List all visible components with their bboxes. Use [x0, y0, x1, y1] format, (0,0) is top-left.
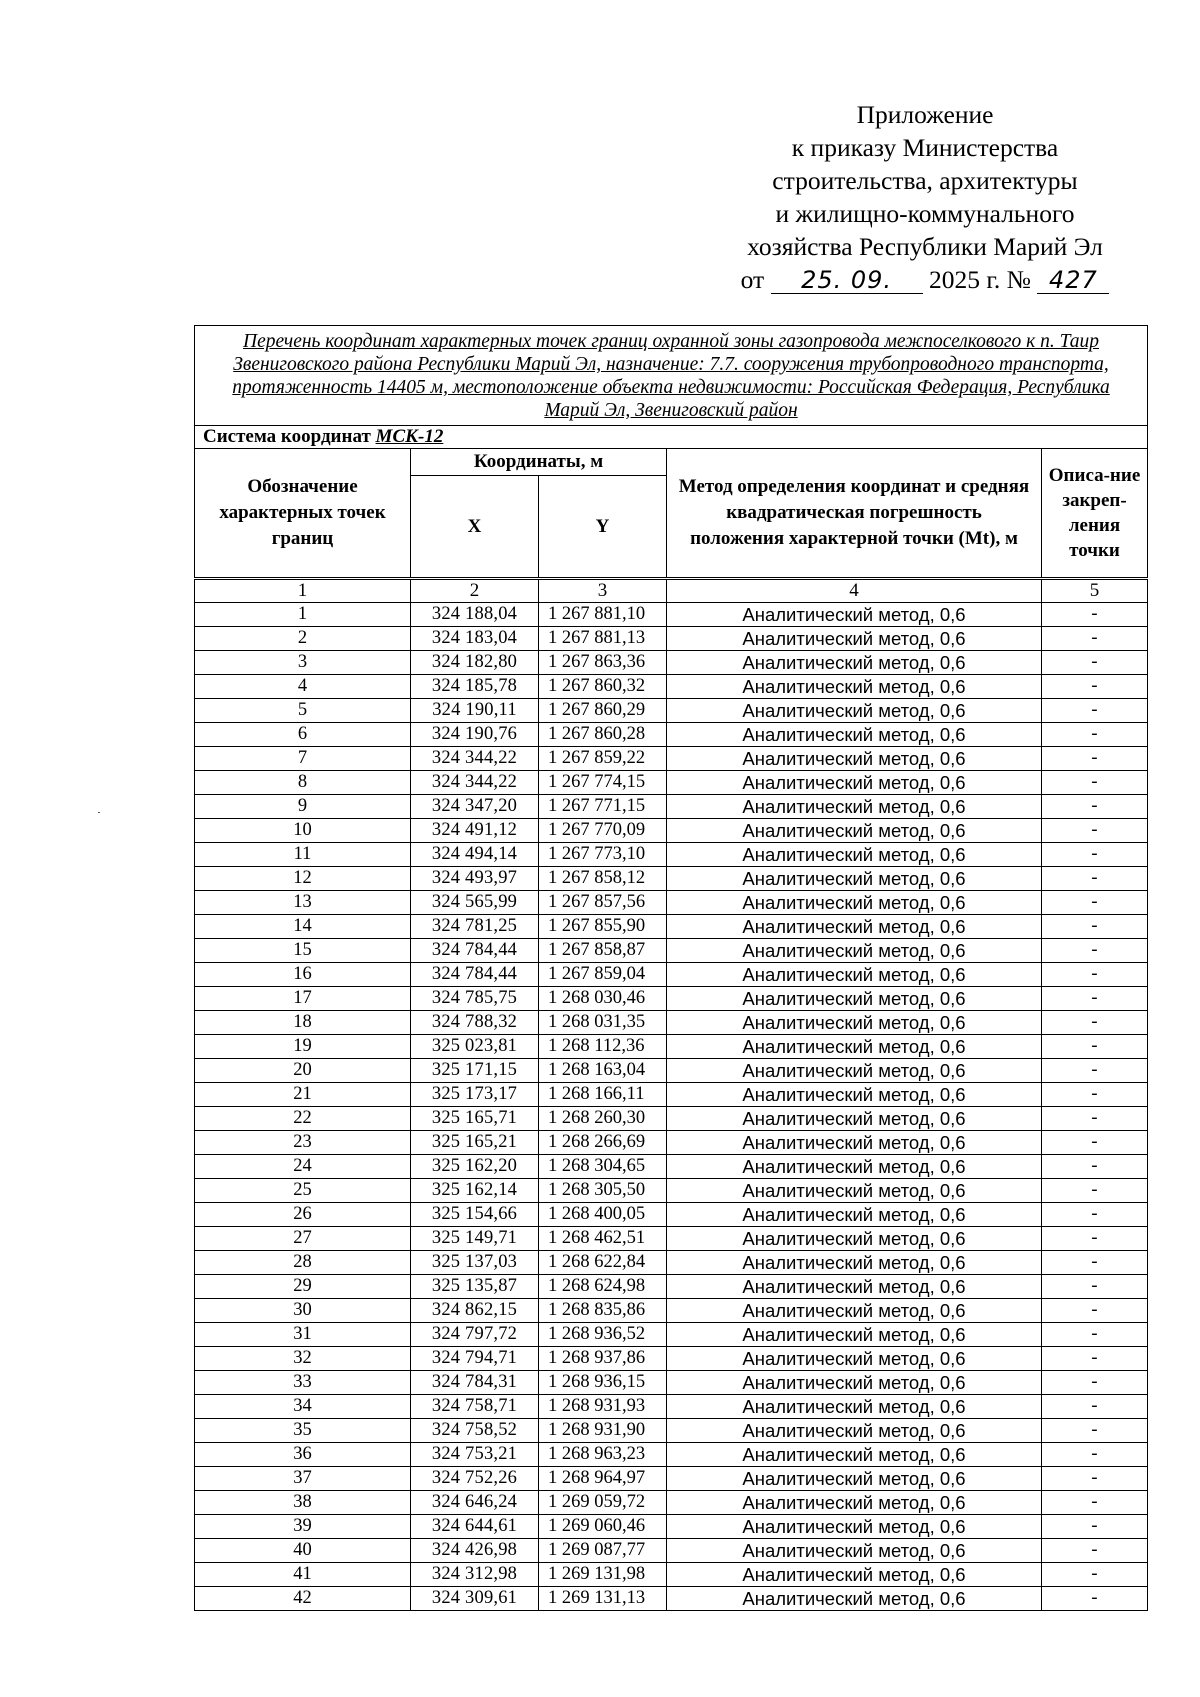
method-cell: Аналитический метод, 0,6: [667, 675, 1042, 699]
description-cell: -: [1042, 867, 1148, 891]
method-cell: Аналитический метод, 0,6: [667, 1347, 1042, 1371]
method-cell: Аналитический метод, 0,6: [667, 795, 1042, 819]
description-cell: -: [1042, 1587, 1148, 1611]
coord-x: 324 646,24: [411, 1491, 539, 1515]
header-line: Приложение: [856, 100, 994, 129]
coord-x: 324 753,21: [411, 1443, 539, 1467]
coordinates-table: [194, 325, 1148, 1611]
description-cell: -: [1042, 699, 1148, 723]
description-cell: -: [1042, 915, 1148, 939]
table-row: [195, 1323, 1148, 1347]
point-number: 23: [195, 1131, 411, 1155]
coord-x: 324 190,76: [411, 723, 539, 747]
coord-y: 1 269 059,72: [539, 1491, 667, 1515]
coord-x: 325 023,81: [411, 1035, 539, 1059]
point-number: 39: [195, 1515, 411, 1539]
table-row: [195, 699, 1148, 723]
header-y: Y: [539, 476, 667, 579]
table-row: [195, 1347, 1148, 1371]
coord-y: 1 269 131,98: [539, 1563, 667, 1587]
point-number: 21: [195, 1083, 411, 1107]
coord-x: 324 312,98: [411, 1563, 539, 1587]
coord-y: 1 267 774,15: [539, 771, 667, 795]
coord-x: 324 784,44: [411, 963, 539, 987]
method-cell: Аналитический метод, 0,6: [667, 1515, 1042, 1539]
coord-y: 1 267 860,29: [539, 699, 667, 723]
coord-x: 325 173,17: [411, 1083, 539, 1107]
point-number: 7: [195, 747, 411, 771]
column-number: 4: [667, 579, 1042, 603]
coord-y: 1 268 266,69: [539, 1131, 667, 1155]
coord-x: 324 347,20: [411, 795, 539, 819]
description-cell: -: [1042, 1467, 1148, 1491]
table-row: [195, 603, 1148, 627]
point-number: 18: [195, 1011, 411, 1035]
description-cell: -: [1042, 843, 1148, 867]
table-row: [195, 1251, 1148, 1275]
coord-y: 1 267 860,32: [539, 675, 667, 699]
coord-y: 1 267 881,13: [539, 627, 667, 651]
coord-x: 325 171,15: [411, 1059, 539, 1083]
appendix-header: [690, 98, 1160, 296]
point-number: 24: [195, 1155, 411, 1179]
point-number: 30: [195, 1299, 411, 1323]
coord-y: 1 268 400,05: [539, 1203, 667, 1227]
point-number: 4: [195, 675, 411, 699]
table-row: [195, 1155, 1148, 1179]
description-cell: -: [1042, 1035, 1148, 1059]
coord-x: 324 784,31: [411, 1371, 539, 1395]
table-row: [195, 795, 1148, 819]
description-cell: -: [1042, 939, 1148, 963]
description-cell: -: [1042, 1155, 1148, 1179]
point-number: 6: [195, 723, 411, 747]
header-point: Обозначение характерных точек границ: [195, 449, 411, 579]
table-row: [195, 987, 1148, 1011]
method-cell: Аналитический метод, 0,6: [667, 1491, 1042, 1515]
table-row: [195, 1467, 1148, 1491]
description-cell: -: [1042, 1059, 1148, 1083]
coordinate-system: [195, 426, 1148, 449]
coord-y: 1 268 304,65: [539, 1155, 667, 1179]
description-cell: -: [1042, 963, 1148, 987]
method-cell: Аналитический метод, 0,6: [667, 819, 1042, 843]
header-method: Метод определения координат и средняя квадратическая погрешность положения характерной точки (Mt), м: [667, 449, 1042, 579]
coord-y: 1 268 936,52: [539, 1323, 667, 1347]
coord-y: 1 268 931,90: [539, 1419, 667, 1443]
date-prefix: от: [740, 265, 765, 294]
method-cell: Аналитический метод, 0,6: [667, 1371, 1042, 1395]
method-cell: Аналитический метод, 0,6: [667, 1275, 1042, 1299]
coord-y: 1 268 166,11: [539, 1083, 667, 1107]
coord-y: 1 268 163,04: [539, 1059, 667, 1083]
point-number: 28: [195, 1251, 411, 1275]
coord-x: 324 644,61: [411, 1515, 539, 1539]
description-cell: -: [1042, 795, 1148, 819]
coord-x: 325 162,14: [411, 1179, 539, 1203]
point-number: 8: [195, 771, 411, 795]
point-number: 40: [195, 1539, 411, 1563]
point-number: 32: [195, 1347, 411, 1371]
method-cell: Аналитический метод, 0,6: [667, 1155, 1042, 1179]
table-row: [195, 1107, 1148, 1131]
column-number: 2: [411, 579, 539, 603]
header-line: к приказу Министерства: [791, 133, 1059, 162]
method-cell: Аналитический метод, 0,6: [667, 987, 1042, 1011]
method-cell: Аналитический метод, 0,6: [667, 1443, 1042, 1467]
table-row: [195, 1179, 1148, 1203]
coord-x: 324 862,15: [411, 1299, 539, 1323]
method-cell: Аналитический метод, 0,6: [667, 1419, 1042, 1443]
coord-y: 1 267 858,87: [539, 939, 667, 963]
coord-y: 1 268 624,98: [539, 1275, 667, 1299]
table-row: [195, 627, 1148, 651]
coord-x: 324 758,52: [411, 1419, 539, 1443]
description-cell: -: [1042, 1083, 1148, 1107]
description-cell: -: [1042, 1515, 1148, 1539]
coord-x: 324 565,99: [411, 891, 539, 915]
method-cell: Аналитический метод, 0,6: [667, 1083, 1042, 1107]
description-cell: -: [1042, 1251, 1148, 1275]
coord-y: 1 268 030,46: [539, 987, 667, 1011]
method-cell: Аналитический метод, 0,6: [667, 1587, 1042, 1611]
description-cell: -: [1042, 1179, 1148, 1203]
column-number: 5: [1042, 579, 1148, 603]
table-row: [195, 1587, 1148, 1611]
coord-y: 1 268 931,93: [539, 1395, 667, 1419]
coord-x: 324 758,71: [411, 1395, 539, 1419]
description-cell: -: [1042, 723, 1148, 747]
table-row: [195, 1227, 1148, 1251]
description-cell: -: [1042, 1395, 1148, 1419]
method-cell: Аналитический метод, 0,6: [667, 627, 1042, 651]
point-number: 22: [195, 1107, 411, 1131]
coord-y: 1 268 622,84: [539, 1251, 667, 1275]
table-row: [195, 747, 1148, 771]
method-cell: Аналитический метод, 0,6: [667, 1059, 1042, 1083]
method-cell: Аналитический метод, 0,6: [667, 891, 1042, 915]
coord-x: 324 493,97: [411, 867, 539, 891]
header-line: строительства, архитектуры: [772, 166, 1078, 195]
coord-y: 1 267 859,04: [539, 963, 667, 987]
method-cell: Аналитический метод, 0,6: [667, 1323, 1042, 1347]
coord-x: 325 165,21: [411, 1131, 539, 1155]
point-number: 27: [195, 1227, 411, 1251]
coord-x: 324 788,32: [411, 1011, 539, 1035]
table-row: [195, 1419, 1148, 1443]
coord-x: 324 185,78: [411, 675, 539, 699]
coord-x: 324 344,22: [411, 747, 539, 771]
header-line: и жилищно-коммунального: [775, 199, 1075, 228]
point-number: 11: [195, 843, 411, 867]
coord-y: 1 267 863,36: [539, 651, 667, 675]
table-row: [195, 1275, 1148, 1299]
point-number: 5: [195, 699, 411, 723]
table-row: [195, 675, 1148, 699]
point-number: 41: [195, 1563, 411, 1587]
header-line: хозяйства Республики Марий Эл: [747, 232, 1103, 261]
point-number: 33: [195, 1371, 411, 1395]
table-row: [195, 1515, 1148, 1539]
table-row: [195, 891, 1148, 915]
column-number: 3: [539, 579, 667, 603]
method-cell: Аналитический метод, 0,6: [667, 603, 1042, 627]
description-cell: -: [1042, 1347, 1148, 1371]
method-cell: Аналитический метод, 0,6: [667, 699, 1042, 723]
coord-x: 324 309,61: [411, 1587, 539, 1611]
coord-y: 1 267 771,15: [539, 795, 667, 819]
description-cell: -: [1042, 675, 1148, 699]
scan-speck: [98, 812, 100, 813]
point-number: 13: [195, 891, 411, 915]
handwritten-order-number: 427: [1037, 267, 1109, 294]
coord-x: 324 190,11: [411, 699, 539, 723]
table-row: [195, 1035, 1148, 1059]
coord-y: 1 268 835,86: [539, 1299, 667, 1323]
handwritten-date: 25. 09.: [771, 267, 923, 294]
point-number: 14: [195, 915, 411, 939]
coord-y: 1 268 031,35: [539, 1011, 667, 1035]
point-number: 35: [195, 1419, 411, 1443]
coordinate-system-label: Система координат: [203, 426, 371, 447]
table-row: [195, 723, 1148, 747]
description-cell: -: [1042, 1011, 1148, 1035]
table-row: [195, 1491, 1148, 1515]
method-cell: Аналитический метод, 0,6: [667, 1467, 1042, 1491]
description-cell: -: [1042, 1539, 1148, 1563]
description-cell: -: [1042, 651, 1148, 675]
description-cell: -: [1042, 987, 1148, 1011]
coord-y: 1 268 936,15: [539, 1371, 667, 1395]
method-cell: Аналитический метод, 0,6: [667, 1035, 1042, 1059]
coord-x: 325 149,71: [411, 1227, 539, 1251]
point-number: 38: [195, 1491, 411, 1515]
coord-x: 324 752,26: [411, 1467, 539, 1491]
coord-x: 325 165,71: [411, 1107, 539, 1131]
coord-x: 324 491,12: [411, 819, 539, 843]
point-number: 37: [195, 1467, 411, 1491]
table-row: [195, 1131, 1148, 1155]
coord-y: 1 268 964,97: [539, 1467, 667, 1491]
method-cell: Аналитический метод, 0,6: [667, 915, 1042, 939]
coord-y: 1 267 770,09: [539, 819, 667, 843]
coord-y: 1 268 305,50: [539, 1179, 667, 1203]
coord-x: 325 162,20: [411, 1155, 539, 1179]
point-number: 34: [195, 1395, 411, 1419]
method-cell: Аналитический метод, 0,6: [667, 1563, 1042, 1587]
point-number: 10: [195, 819, 411, 843]
coord-y: 1 268 937,86: [539, 1347, 667, 1371]
table-row: [195, 1011, 1148, 1035]
method-cell: Аналитический метод, 0,6: [667, 1203, 1042, 1227]
description-cell: -: [1042, 1419, 1148, 1443]
description-cell: -: [1042, 1275, 1148, 1299]
coordinate-system-code: МСК-12: [375, 426, 444, 447]
order-date-line: [690, 263, 1160, 296]
description-cell: -: [1042, 1563, 1148, 1587]
coord-x: 325 135,87: [411, 1275, 539, 1299]
table-row: [195, 843, 1148, 867]
coord-x: 324 784,44: [411, 939, 539, 963]
point-number: 2: [195, 627, 411, 651]
description-cell: -: [1042, 1443, 1148, 1467]
header-description: Описа-ние закреп-ления точки: [1042, 449, 1148, 579]
table-row: [195, 651, 1148, 675]
table-row: [195, 867, 1148, 891]
point-number: 1: [195, 603, 411, 627]
table-row: [195, 1059, 1148, 1083]
point-number: 31: [195, 1323, 411, 1347]
point-number: 19: [195, 1035, 411, 1059]
coord-x: 324 781,25: [411, 915, 539, 939]
method-cell: Аналитический метод, 0,6: [667, 963, 1042, 987]
point-number: 25: [195, 1179, 411, 1203]
coord-x: 324 426,98: [411, 1539, 539, 1563]
table-row: [195, 1299, 1148, 1323]
description-cell: -: [1042, 1203, 1148, 1227]
coord-y: 1 267 858,12: [539, 867, 667, 891]
table-row: [195, 1203, 1148, 1227]
table-row: [195, 1443, 1148, 1467]
method-cell: Аналитический метод, 0,6: [667, 939, 1042, 963]
point-number: 12: [195, 867, 411, 891]
coord-y: 1 267 860,28: [539, 723, 667, 747]
description-cell: -: [1042, 1227, 1148, 1251]
coord-y: 1 267 859,22: [539, 747, 667, 771]
header-coords: Координаты, м: [411, 449, 667, 476]
point-number: 15: [195, 939, 411, 963]
coord-y: 1 267 773,10: [539, 843, 667, 867]
coord-x: 324 188,04: [411, 603, 539, 627]
coord-x: 324 344,22: [411, 771, 539, 795]
table-row: [195, 1371, 1148, 1395]
coord-y: 1 268 112,36: [539, 1035, 667, 1059]
coord-y: 1 269 087,77: [539, 1539, 667, 1563]
method-cell: Аналитический метод, 0,6: [667, 1011, 1042, 1035]
coord-x: 324 182,80: [411, 651, 539, 675]
point-number: 3: [195, 651, 411, 675]
method-cell: Аналитический метод, 0,6: [667, 1299, 1042, 1323]
point-number: 20: [195, 1059, 411, 1083]
method-cell: Аналитический метод, 0,6: [667, 867, 1042, 891]
point-number: 36: [195, 1443, 411, 1467]
column-number: 1: [195, 579, 411, 603]
description-cell: -: [1042, 747, 1148, 771]
description-cell: -: [1042, 1491, 1148, 1515]
point-number: 29: [195, 1275, 411, 1299]
table-row: [195, 1563, 1148, 1587]
method-cell: Аналитический метод, 0,6: [667, 1539, 1042, 1563]
coord-y: 1 268 260,30: [539, 1107, 667, 1131]
description-cell: -: [1042, 603, 1148, 627]
coord-x: 324 494,14: [411, 843, 539, 867]
coord-y: 1 268 963,23: [539, 1443, 667, 1467]
table-row: [195, 1539, 1148, 1563]
method-cell: Аналитический метод, 0,6: [667, 771, 1042, 795]
column-number-row: [195, 579, 1148, 603]
coord-x: 324 785,75: [411, 987, 539, 1011]
table-caption: Перечень координат характерных точек границ охранной зоны газопровода межпоселкового к п. Таир Звениговского района Республики Марий Эл, назначение: 7.7. сооружения трубопроводного транспорта, протяженность 14405 м, местоположение объекта недвижимости: Российская Федерация, Республика Марий Эл, Звениговский район: [195, 326, 1148, 426]
coord-x: 324 797,72: [411, 1323, 539, 1347]
description-cell: -: [1042, 627, 1148, 651]
coord-x: 325 154,66: [411, 1203, 539, 1227]
coord-y: 1 269 060,46: [539, 1515, 667, 1539]
coord-x: 325 137,03: [411, 1251, 539, 1275]
coord-y: 1 267 855,90: [539, 915, 667, 939]
description-cell: -: [1042, 1323, 1148, 1347]
method-cell: Аналитический метод, 0,6: [667, 1251, 1042, 1275]
description-cell: -: [1042, 1299, 1148, 1323]
header-x: X: [411, 476, 539, 579]
year-text: 2025 г. №: [928, 265, 1031, 294]
point-number: 26: [195, 1203, 411, 1227]
method-cell: Аналитический метод, 0,6: [667, 1227, 1042, 1251]
method-cell: Аналитический метод, 0,6: [667, 1131, 1042, 1155]
method-cell: Аналитический метод, 0,6: [667, 723, 1042, 747]
point-number: 16: [195, 963, 411, 987]
description-cell: -: [1042, 1131, 1148, 1155]
coord-y: 1 269 131,13: [539, 1587, 667, 1611]
table-row: [195, 915, 1148, 939]
method-cell: Аналитический метод, 0,6: [667, 843, 1042, 867]
method-cell: Аналитический метод, 0,6: [667, 1395, 1042, 1419]
coord-y: 1 267 857,56: [539, 891, 667, 915]
method-cell: Аналитический метод, 0,6: [667, 1107, 1042, 1131]
description-cell: -: [1042, 1371, 1148, 1395]
method-cell: Аналитический метод, 0,6: [667, 651, 1042, 675]
table-row: [195, 939, 1148, 963]
coord-x: 324 794,71: [411, 1347, 539, 1371]
description-cell: -: [1042, 891, 1148, 915]
table-row: [195, 1083, 1148, 1107]
point-number: 42: [195, 1587, 411, 1611]
description-cell: -: [1042, 1107, 1148, 1131]
coord-y: 1 268 462,51: [539, 1227, 667, 1251]
table-row: [195, 963, 1148, 987]
method-cell: Аналитический метод, 0,6: [667, 1179, 1042, 1203]
table-row: [195, 771, 1148, 795]
point-number: 17: [195, 987, 411, 1011]
coord-x: 324 183,04: [411, 627, 539, 651]
point-number: 9: [195, 795, 411, 819]
coord-y: 1 267 881,10: [539, 603, 667, 627]
description-cell: -: [1042, 819, 1148, 843]
method-cell: Аналитический метод, 0,6: [667, 747, 1042, 771]
table-row: [195, 1395, 1148, 1419]
table-row: [195, 819, 1148, 843]
description-cell: -: [1042, 771, 1148, 795]
